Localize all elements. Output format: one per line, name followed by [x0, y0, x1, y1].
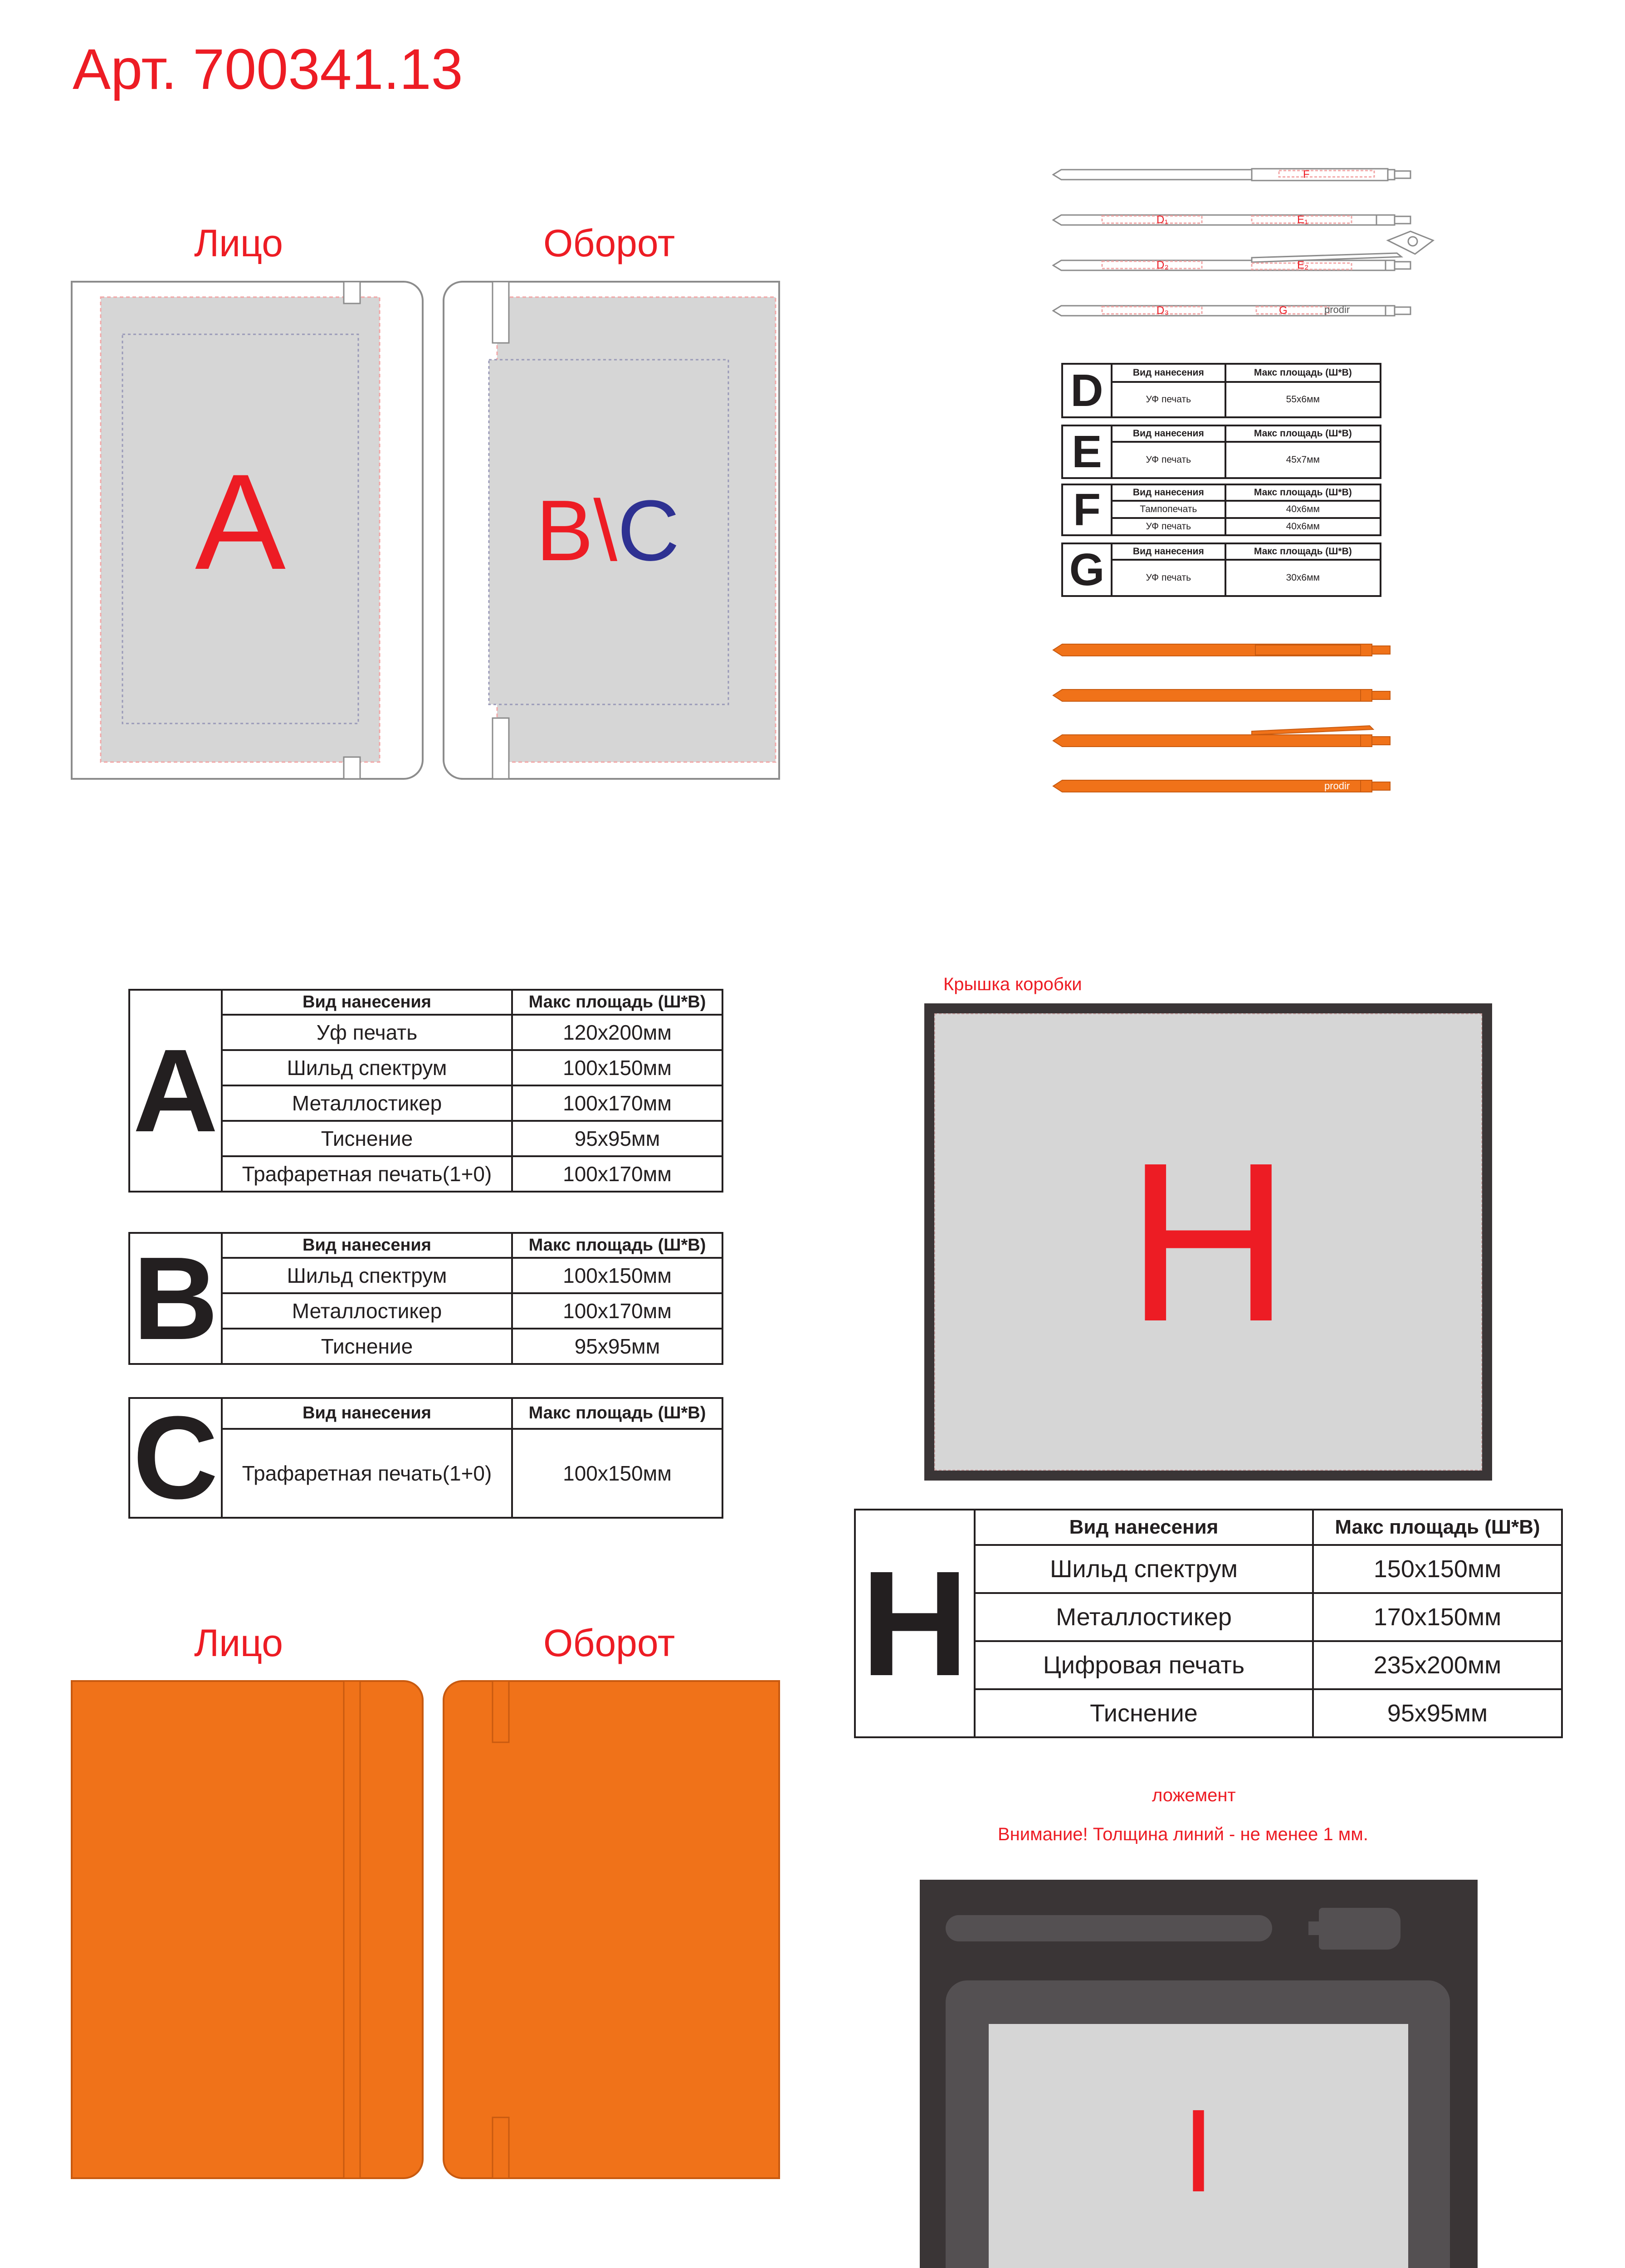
spec-table-b: [128, 1232, 723, 1365]
table-cell: Шильд спектрум: [222, 1258, 512, 1293]
table-cell: Металлостикер: [222, 1085, 512, 1121]
table-header: Макс площадь (Ш*В): [1225, 364, 1381, 382]
zone-a-letter: A: [195, 445, 286, 598]
table-letter-d: D: [1062, 364, 1112, 417]
table-cell: Тиснение: [975, 1689, 1313, 1737]
pen-clip-slot: [1308, 1921, 1322, 1935]
pen-label-e2: E₂: [1297, 259, 1309, 271]
table-cell: 55х6мм: [1225, 382, 1381, 417]
spec-table-f: [1061, 484, 1381, 536]
face-label: Лицо: [194, 222, 283, 264]
table-header: Вид нанесения: [1112, 484, 1225, 501]
pen-outline-labels: [1052, 163, 1442, 354]
box-lid-label: Крышка коробки: [943, 974, 1082, 994]
table-cell: 170х150мм: [1313, 1593, 1562, 1641]
notebook-color-drawing: [68, 1678, 785, 2184]
table-header: Вид нанесения: [1112, 543, 1225, 560]
table-header: Макс площадь (Ш*В): [1225, 425, 1381, 442]
spec-table-h: [854, 1509, 1563, 1738]
table-header: Макс площадь (Ш*В): [512, 1398, 722, 1429]
table-header: Вид нанесения: [1112, 364, 1225, 382]
zone-i-letter: I: [1182, 2085, 1215, 2217]
pen-label-e1: E₁: [1297, 214, 1308, 226]
pen-label-g: G: [1279, 304, 1288, 317]
table-cell: 95х95мм: [1313, 1689, 1562, 1737]
table-letter-a: A: [129, 990, 222, 1192]
table-cell: 100х170мм: [512, 1293, 722, 1329]
pen-label-d2: D₂: [1157, 259, 1169, 271]
pen-label-d3: D₃: [1157, 304, 1169, 317]
table-header: Вид нанесения: [1112, 425, 1225, 442]
table-letter-h: H: [855, 1510, 975, 1737]
pen-slot: [946, 1915, 1272, 1941]
table-cell: 45х7мм: [1225, 442, 1381, 478]
spec-table-e: [1061, 425, 1381, 479]
article-title: Арт. 700341.13: [73, 37, 463, 101]
table-header: Вид нанесения: [975, 1510, 1313, 1545]
spec-table-a: [128, 989, 723, 1193]
zone-b-letter: B: [536, 483, 594, 579]
table-cell: 235х200мм: [1313, 1641, 1562, 1689]
spec-table-d: [1061, 363, 1381, 418]
pen-label-d1: D₁: [1157, 214, 1168, 226]
table-header: Макс площадь (Ш*В): [512, 1233, 722, 1258]
table-cell: 100х150мм: [512, 1050, 722, 1085]
zone-h-letter: H: [1126, 1115, 1290, 1369]
table-header: Вид нанесения: [222, 990, 512, 1015]
zone-c-letter: C: [617, 483, 680, 579]
table-header: Вид нанесения: [222, 1398, 512, 1429]
insert-tray: [920, 1880, 1478, 2268]
table-header: Макс площадь (Ш*В): [1225, 484, 1381, 501]
table-cell: УФ печать: [1112, 382, 1225, 417]
table-letter-b: B: [129, 1233, 222, 1364]
line-thickness-warning: Внимание! Толщина линий - не менее 1 мм.: [998, 1824, 1368, 1844]
table-cell: Тиснение: [222, 1329, 512, 1364]
pen-cap-slot: [1319, 1908, 1401, 1950]
table-cell: 100х150мм: [512, 1258, 722, 1293]
table-cell: Трафаретная печать(1+0): [222, 1156, 512, 1192]
table-cell: УФ печать: [1112, 518, 1225, 535]
table-cell: Уф печать: [222, 1015, 512, 1050]
table-cell: 100х170мм: [512, 1156, 722, 1192]
back-label: Оборот: [543, 222, 675, 264]
table-cell: Шильд спектрум: [222, 1050, 512, 1085]
table-letter-f: F: [1062, 484, 1112, 535]
table-cell: УФ печать: [1112, 560, 1225, 596]
pen-brand-outline: prodir: [1324, 304, 1350, 315]
table-cell: 100х150мм: [512, 1429, 722, 1518]
face-label-2: Лицо: [194, 1622, 283, 1664]
table-cell: 40х6мм: [1225, 518, 1381, 535]
table-cell: 95х95мм: [512, 1121, 722, 1156]
table-cell: УФ печать: [1112, 442, 1225, 478]
table-cell: 120х200мм: [512, 1015, 722, 1050]
table-header: Вид нанесения: [222, 1233, 512, 1258]
table-cell: Трафаретная печать(1+0): [222, 1429, 512, 1518]
zone-separator: \: [593, 483, 618, 579]
table-cell: Металлостикер: [975, 1593, 1313, 1641]
insert-label: ложемент: [1152, 1785, 1236, 1805]
table-cell: 40х6мм: [1225, 501, 1381, 518]
table-cell: Шильд спектрум: [975, 1545, 1313, 1593]
table-header: Макс площадь (Ш*В): [1225, 543, 1381, 560]
spec-table-c: [128, 1392, 723, 1524]
pen-label-f: F: [1303, 168, 1310, 181]
table-letter-c: C: [129, 1398, 222, 1518]
spec-table-g: [1061, 543, 1381, 597]
table-header: Макс площадь (Ш*В): [512, 990, 722, 1015]
table-letter-e: E: [1062, 425, 1112, 478]
zone-bc-letters: [517, 463, 698, 599]
back-label-2: Оборот: [543, 1622, 675, 1664]
pen-brand-color: prodir: [1324, 780, 1350, 792]
table-cell: 100х170мм: [512, 1085, 722, 1121]
box-lid: [924, 1003, 1492, 1481]
table-cell: Металлостикер: [222, 1293, 512, 1329]
table-cell: 95х95мм: [512, 1329, 722, 1364]
table-cell: Тиснение: [222, 1121, 512, 1156]
table-header: Макс площадь (Ш*В): [1313, 1510, 1562, 1545]
table-cell: Тампопечать: [1112, 501, 1225, 518]
table-letter-g: G: [1062, 543, 1112, 596]
table-cell: 30х6мм: [1225, 560, 1381, 596]
table-cell: 150х150мм: [1313, 1545, 1562, 1593]
pen-color-drawing: [1052, 631, 1442, 812]
table-cell: Цифровая печать: [975, 1641, 1313, 1689]
